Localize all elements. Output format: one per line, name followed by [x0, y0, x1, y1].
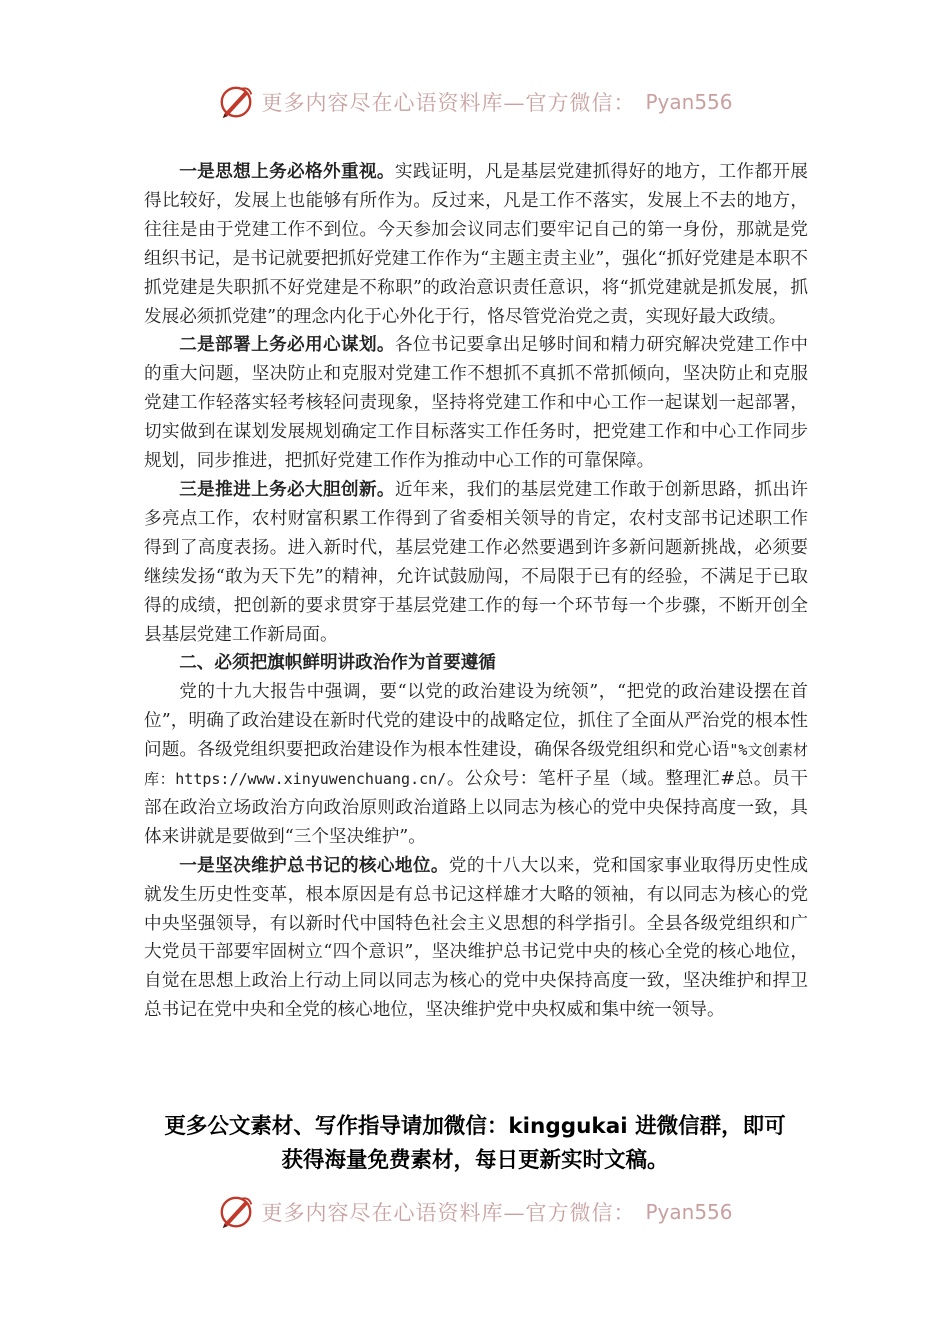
paragraph-5 — [144, 852, 808, 1025]
paragraph-1-lead: 一是思想上务必格外重视。 — [179, 161, 395, 182]
header-banner — [0, 80, 950, 124]
paragraph-1 — [144, 158, 808, 331]
header-banner-inner — [217, 83, 732, 121]
paragraph-5-lead: 一是坚决维护总书记的核心地位。 — [179, 854, 449, 876]
footer-banner-inner — [217, 1193, 732, 1231]
paragraph-2-text: 各位书记要拿出足够时间和精力研究解决党建工作中的重大问题，坚决防止和克服对党建工作不想抓不真抓不常抓倾向，坚决防止和克服党建工作轻落实轻考核轻问责现象，坚持将党建工作和中心工作一起谋划一起部署，切实做到在谋划发展规划确定工作目标落实工作任务时，把党建工作和中心工作同步规划，同步推进，把抓好党建工作作为推动中心工作的可靠保障。 — [144, 335, 808, 472]
paragraph-3-text: 近年来，我们的基层党建工作敢于创新思路，抓出许多亮点工作，农村财富积累工作得到了省委相关领导的肯定，农村支部书记述职工作得到了高度表扬。进入新时代，基层党建工作必然要遇到许多新问题新挑战，必须要继续发扬“敢为天下先”的精神，允许试鼓励闯，不局限于已有的经验，不满足于已取得的成绩，把创新的要求贯穿于基层党建工作的每一个环节每一个步骤，不断开创全县基层党建工作新局面。 — [144, 479, 808, 645]
paragraph-3 — [144, 476, 808, 649]
promo-line-2: 获得海量免费素材，每日更新实时文稿。 — [281, 1148, 669, 1173]
paragraph-1-text: 实践证明，凡是基层党建抓得好的地方，工作都开展得比较好，发展上也能够有所作为。反过来，凡是工作不落实，发展上不去的地方，往往是由于党建工作不到位。今天参加会议同志们要牢记自己的第一身份，那就是党组织书记，是书记就要把抓好党建工作作为“主题主责主业”，强化“抓好党建是本职不抓党建是失职抓不好党建是不称职”的政治意识责任意识，将“抓党建就是抓发展，抓发展必须抓党建”的理念内化于心外化于行，恪尽管党治党之责，实现好最大政绩。 — [144, 162, 808, 327]
section-heading-2: 二、必须把旗帜鲜明讲政治作为首要遵循 — [179, 652, 496, 674]
paragraph-3-lead: 三是推进上务必大胆创新。 — [179, 478, 395, 500]
paragraph-5-text: 党的十八大以来，党和国家事业取得历史性成就发生历史性变革，根本原因是有总书记这样雄才大略的领袖，有以同志为核心的党中央坚强领导，有以新时代中国特色社会主义思想的科学指引。全县各级党组织和广大党员干部要牢固树立“四个意识”，坚决维护总书记党中央的核心全党的核心地位，自觉在思想上政治上行动上同以同志为核心的党中央保持高度一致，坚决维护和捍卫总书记在党中央和全党的核心地位，坚决维护党中央权威和集中统一领导。 — [144, 855, 808, 1021]
paragraph-2 — [144, 331, 808, 476]
footer-wechat-id: Pyan556 — [645, 1200, 733, 1224]
promo-notice — [120, 1110, 830, 1178]
paragraph-4 — [144, 678, 808, 851]
paragraph-4-text-a: 党的十九大报告中强调，要“以党的政治建设为统领”，“把党的政治建设摆在首位”，明确了政治建设在新时代党的建设中的战略定位，抓住了全面从严治党的根本性问题。各级党组织要把政治建设作为根本性建设，确保各级党组织和党心语 — [144, 682, 808, 761]
paragraph-2-lead: 二是部署上务必用心谋划。 — [179, 334, 395, 356]
pen-logo-icon — [217, 83, 255, 121]
header-wechat-id: Pyan556 — [645, 90, 733, 114]
pen-logo-icon — [217, 1193, 255, 1231]
paragraph-4-url: "%文创素材库：https://www.xinyuwenchuang.cn/ — [144, 741, 808, 789]
promo-line-1: 更多公文素材、写作指导请加微信：kinggukai 进微信群，即可 — [164, 1114, 786, 1139]
document-body — [144, 158, 808, 1025]
footer-banner-text: 更多内容尽在心语资料库—官方微信： — [261, 1201, 636, 1225]
header-banner-text: 更多内容尽在心语资料库—官方微信： — [261, 91, 636, 115]
footer-banner — [0, 1190, 950, 1234]
paragraph-4-text-b: 。公众号：笔杆子星（域。整理汇#总。员干部在政治立场政治方向政治原则政治道路上以同志为核心的党中央保持高度一致，具体来讲就是要做到“三个坚决维护”。 — [144, 769, 808, 847]
